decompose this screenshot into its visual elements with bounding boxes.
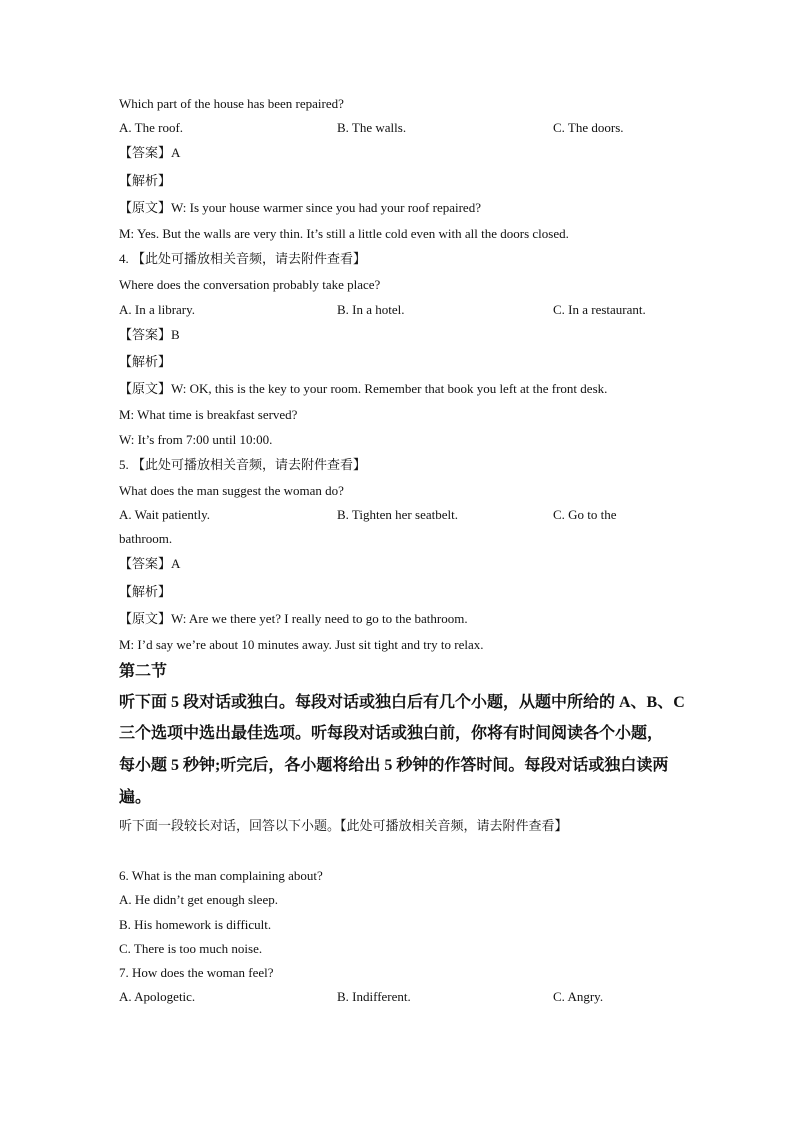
q4-answer: 【答案】B: [119, 327, 180, 342]
q4-transcript-line-2: M: What time is breakfast served?: [119, 407, 298, 422]
q5-option-a: A. Wait patiently.: [119, 507, 211, 522]
q5-option-b: B. Tighten her seatbelt.: [337, 507, 458, 522]
q6-question: 6. What is the man complaining about?: [119, 868, 323, 883]
q5-analysis-label: 【解析】: [119, 584, 172, 599]
section-title: 第二节: [119, 663, 168, 680]
q4-analysis-label: 【解析】: [119, 354, 172, 369]
q6-option-a: A. He didn’t get enough sleep.: [119, 892, 278, 907]
q7-option-a: A. Apologetic.: [119, 989, 196, 1004]
q5-answer: 【答案】A: [119, 556, 181, 571]
q7-option-c: C. Angry.: [553, 989, 604, 1004]
section-instructions-line-3: 每小题 5 秒钟;听完后，各小题将给出 5 秒钟的作答时间。每段对话或独白读两: [119, 757, 669, 774]
section-instructions-line-2: 三个选项中选出最佳选项。听每段对话或独白前，你将有时间阅读各个小题，: [119, 725, 664, 742]
q4-number-audio-note: 4. 【此处可播放相关音频，请去附件查看】: [119, 251, 367, 266]
q4-option-a: A. In a library.: [119, 302, 196, 317]
q3-transcript-line-1: 【原文】W: Is your house warmer since you had your roof repaired?: [119, 200, 481, 215]
q4-option-b: B. In a hotel.: [337, 302, 405, 317]
q4-transcript-line-1: 【原文】W: OK, this is the key to your room. Remember that book you left at the front desk.: [119, 381, 608, 396]
q3-option-c: C. The doors.: [553, 120, 624, 135]
q6-option-b: B. His homework is difficult.: [119, 917, 272, 932]
q3-question: Which part of the house has been repaired?: [119, 96, 344, 111]
q3-option-b: B. The walls.: [337, 120, 407, 135]
q6-option-c: C. There is too much noise.: [119, 941, 263, 956]
q4-option-c: C. In a restaurant.: [553, 302, 646, 317]
q5-transcript-line-1: 【原文】W: Are we there yet? I really need to go to the bathroom.: [119, 611, 468, 626]
q3-answer: 【答案】A: [119, 145, 181, 160]
q7-question: 7. How does the woman feel?: [119, 965, 274, 980]
section-intro-audio-note: 听下面一段较长对话，回答以下小题。【此处可播放相关音频，请去附件查看】: [119, 818, 568, 833]
q5-option-c-continued: bathroom.: [119, 531, 173, 546]
section-instructions-line-4: 遍。: [119, 789, 152, 806]
q5-number-audio-note: 5. 【此处可播放相关音频，请去附件查看】: [119, 457, 367, 472]
q3-transcript-line-2: M: Yes. But the walls are very thin. It’s still a little cold even with all the doors closed.: [119, 226, 569, 241]
section-instructions-line-1: 听下面 5 段对话或独白。每段对话或独白后有几个小题，从题中所给的 A、B、C: [119, 694, 685, 711]
q4-transcript-line-3: W: It’s from 7:00 until 10:00.: [119, 432, 273, 447]
q4-question: Where does the conversation probably take place?: [119, 277, 381, 292]
q3-option-a: A. The roof.: [119, 120, 184, 135]
q7-option-b: B. Indifferent.: [337, 989, 411, 1004]
q5-question: What does the man suggest the woman do?: [119, 483, 344, 498]
q3-analysis-label: 【解析】: [119, 173, 172, 188]
q5-option-c: C. Go to the: [553, 507, 617, 522]
q5-transcript-line-2: M: I’d say we’re about 10 minutes away. Just sit tight and try to relax.: [119, 637, 484, 652]
